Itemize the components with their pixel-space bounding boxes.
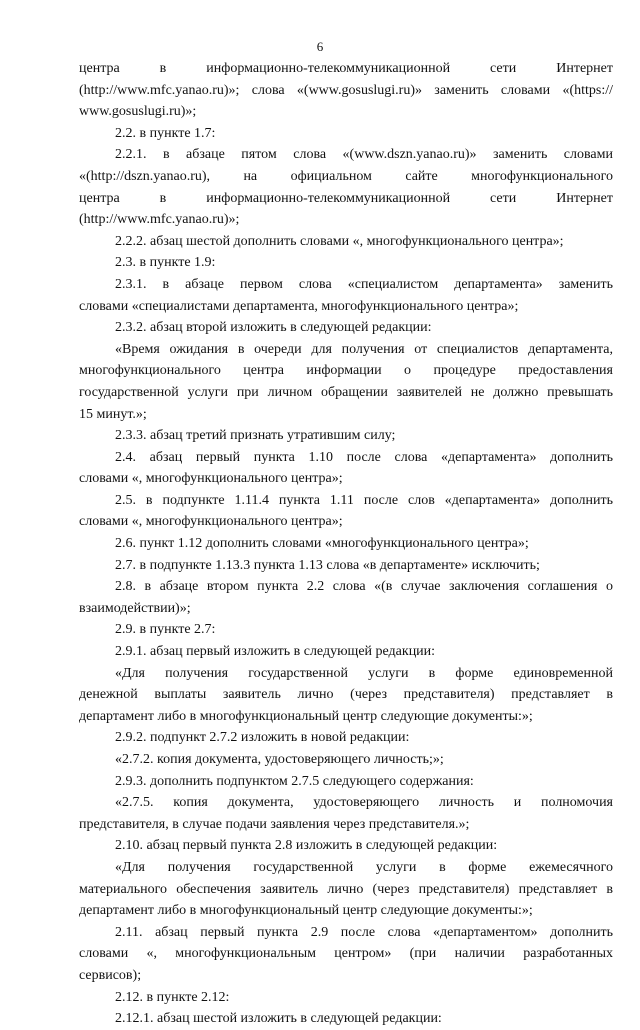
text-line: 2.3.3. абзац третий признать утратившим силу;	[115, 428, 396, 444]
text-line: 2.9.1. абзац первый изложить в следующей редакции:	[115, 644, 436, 660]
text-line: «(http://dszn.yanao.ru), на официальном сайте многофункционального	[79, 168, 613, 184]
text-line: www.gosuslugi.ru)»;	[79, 104, 197, 120]
text-line: «Для получения государственной услуги в форме единовременной	[115, 665, 613, 681]
text-line: 2.5. в подпункте 1.11.4 пункта 1.11 после слов «департамента» дополнить	[115, 492, 613, 508]
text-line: государственной услуги при личном обращении заявителей не должно превышать	[79, 384, 613, 400]
text-line: денежной выплаты заявитель лично (через представителя) представляет в	[79, 687, 613, 703]
text-line: «Для получения государственной услуги в форме ежемесячного	[115, 859, 613, 875]
text-line: 2.3.1. в абзаце первом слова «специалистом департамента» заменить	[115, 276, 613, 292]
text-line: 2.2.1. в абзаце пятом слова «(www.dszn.yanao.ru)» заменить словами	[115, 147, 613, 163]
text-line: 2.3. в пункте 1.9:	[115, 255, 216, 271]
text-line: словами «, многофункциональным центром» (при наличии разработанных	[79, 946, 613, 962]
text-line: 2.9.3. дополнить подпунктом 2.7.5 следующего содержания:	[115, 773, 474, 789]
text-line: 15 минут.»;	[79, 406, 147, 422]
text-line: (http://www.mfc.yanao.ru)»;	[79, 212, 240, 228]
text-line: 2.11. абзац первый пункта 2.9 после слова «департаментом» дополнить	[115, 924, 613, 940]
text-line: «Время ожидания в очереди для получения от специалистов департамента,	[115, 341, 613, 357]
page-number: 6	[316, 39, 324, 54]
text-line: 2.12.1. абзац шестой изложить в следующей редакции:	[115, 1011, 442, 1027]
text-line: 2.6. пункт 1.12 дополнить словами «многофункционального центра»;	[115, 536, 529, 552]
text-line: 2.9. в пункте 2.7:	[115, 622, 216, 638]
text-line: центра в информационно-телекоммуникационной сети Интернет	[79, 190, 613, 206]
text-line: (http://www.mfc.yanao.ru)»; слова «(www.gosuslugi.ru)» заменить словами «(https://	[79, 82, 613, 98]
text-line: словами «специалистами департамента, многофункционального центра»;	[79, 298, 519, 314]
text-line: 2.4. абзац первый пункта 1.10 после слова «департамента» дополнить	[115, 449, 613, 465]
text-line: 2.3.2. абзац второй изложить в следующей редакции:	[115, 320, 432, 336]
text-line: 2.2.2. абзац шестой дополнить словами «, многофункционального центра»;	[115, 233, 564, 249]
text-line: словами «, многофункционального центра»;	[79, 514, 343, 530]
text-line: словами «, многофункционального центра»;	[79, 471, 343, 487]
text-line: 2.8. в абзаце втором пункта 2.2 слова «(в случае заключения соглашения о	[115, 579, 613, 595]
text-line: сервисов);	[79, 967, 142, 983]
text-line: 2.10. абзац первый пункта 2.8 изложить в следующей редакции:	[115, 838, 498, 854]
text-line: центра в информационно-телекоммуникационной сети Интернет	[79, 61, 613, 76]
text-line: «2.7.5. копия документа, удостоверяющего личность и полномочия	[115, 795, 613, 811]
text-line: 2.2. в пункте 1.7:	[115, 125, 216, 141]
text-line: «2.7.2. копия документа, удостоверяющего личность;»;	[115, 752, 444, 767]
text-line: департамент либо в многофункциональный центр следующие документы:»;	[79, 903, 533, 919]
text-line: 2.12. в пункте 2.12:	[115, 989, 230, 1005]
text-line: взаимодействии)»;	[79, 600, 191, 616]
text-line: представителя, в случае подачи заявления через представителя.»;	[79, 816, 470, 832]
text-line: многофункционального центра информации о процедуре предоставления	[79, 363, 613, 379]
text-line: материального обеспечения заявитель лично (через представителя) представляет в	[79, 881, 613, 897]
text-line: департамент либо в многофункциональный центр следующие документы:»;	[79, 708, 533, 724]
text-line: 2.9.2. подпункт 2.7.2 изложить в новой редакции:	[115, 730, 410, 746]
text-line: 2.7. в подпункте 1.13.3 пункта 1.13 слова «в департаменте» исключить;	[115, 557, 540, 573]
document-body	[79, 58, 613, 1030]
